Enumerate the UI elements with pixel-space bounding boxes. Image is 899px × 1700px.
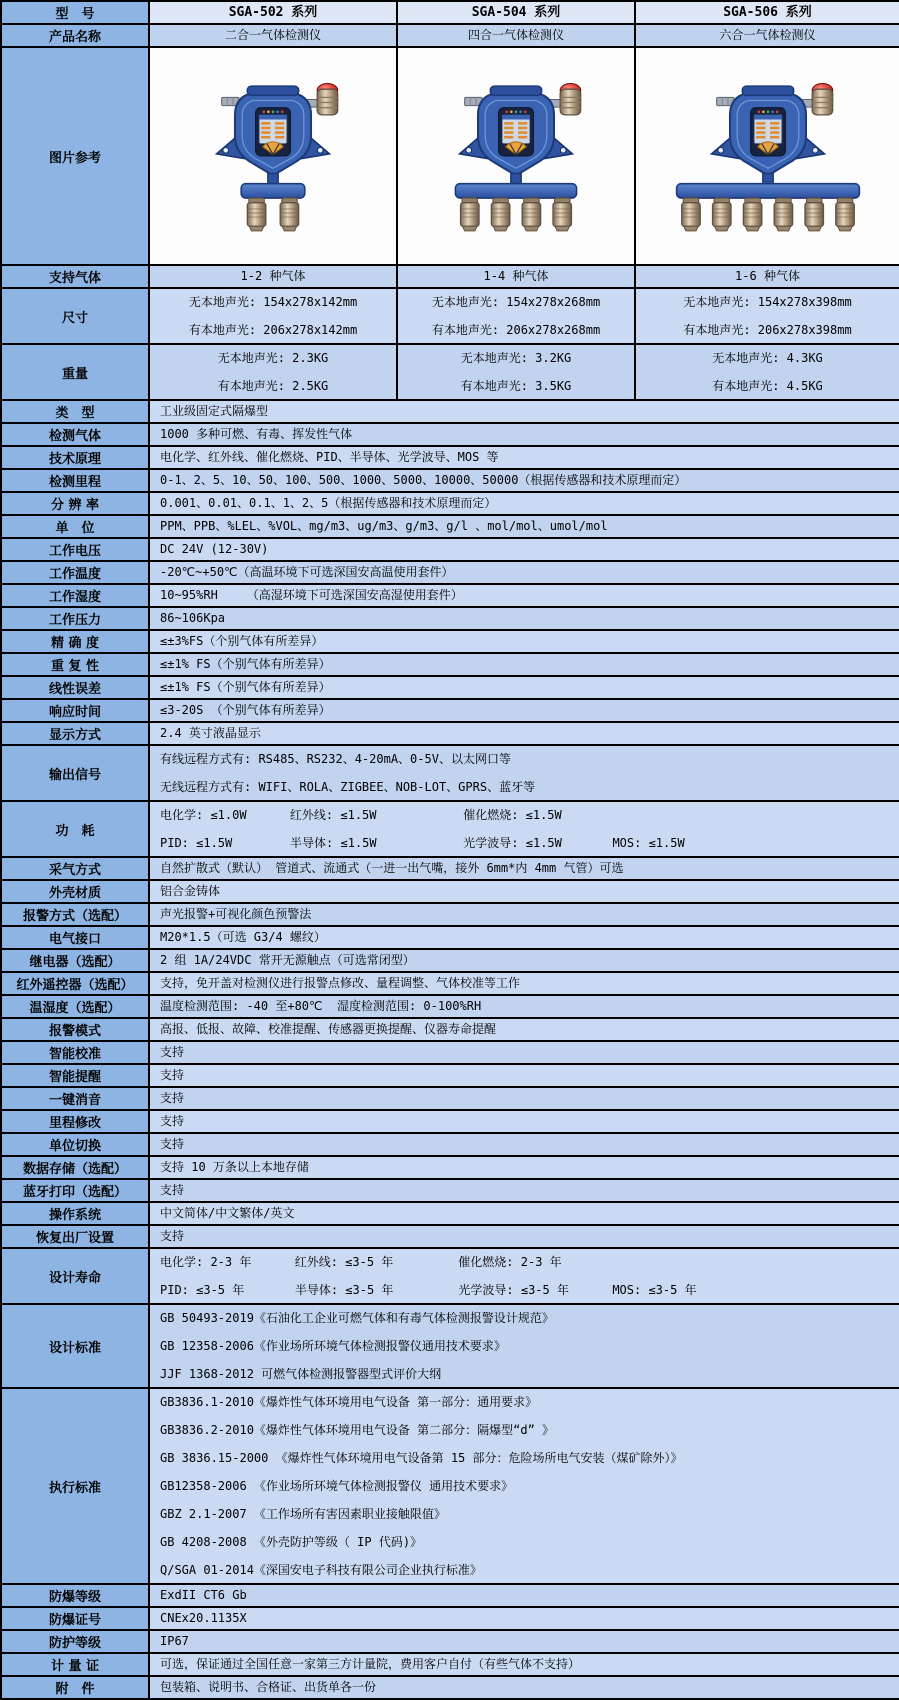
spec-value: 支持 [149,1110,899,1133]
product-name-row [1,24,899,47]
product-name-504: 四合一气体检测仪 [397,24,635,47]
spec-label: 技术原理 [1,446,149,469]
spec-label: 报警方式（选配） [1,903,149,926]
product-photo-cell-504 [397,47,635,265]
spec-row-voltage [1,538,899,561]
spec-value: 中文简体/中文繁体/英文 [149,1202,899,1225]
gas-detector-image-4-sensor [423,82,609,234]
spec-label: 分 辨 率 [1,492,149,515]
spec-label: 报警模式 [1,1018,149,1041]
image-row-label: 图片参考 [1,47,149,265]
spec-row-accessories [1,1676,899,1699]
spec-label: 功 耗 [1,801,149,857]
spec-row-alarm-modes [1,1018,899,1041]
spec-row-metrology-cert [1,1653,899,1676]
spec-label: 红外遥控器（选配） [1,972,149,995]
model-sga502: SGA-502 系列 [149,1,397,24]
spec-row-smart-calibration [1,1041,899,1064]
spec-value: 工业级固定式隔爆型 [149,400,899,423]
spec-value: GB 50493-2019《石油化工企业可燃气体和有毒气体检测报警设计规范》 GB 12358-2006《作业场所环境气体检测报警仪通用技术要求》 JJF 1368-2012 可燃气体检测报警器型式评价大纲 [149,1304,899,1388]
spec-row-response-time [1,699,899,722]
spec-label: 智能校准 [1,1041,149,1064]
spec-value: 支持，免开盖对检测仪进行报警点修改、量程调整、气体校准等工作 [149,972,899,995]
weight-502: 无本地声光: 2.3KG 有本地声光: 2.5KG [149,344,397,400]
spec-row-principle [1,446,899,469]
spec-label: 电气接口 [1,926,149,949]
spec-value: 支持 [149,1087,899,1110]
spec-value: 温度检测范围: -40 至+80℃ 湿度检测范围: 0-100%RH [149,995,899,1018]
spec-label: 防护等级 [1,1630,149,1653]
model-sga506: SGA-506 系列 [635,1,899,24]
spec-row-relay [1,949,899,972]
spec-row-range [1,469,899,492]
weight-504: 无本地声光: 3.2KG 有本地声光: 3.5KG [397,344,635,400]
spec-label: 附 件 [1,1676,149,1699]
spec-value: DC 24V (12-30V) [149,538,899,561]
spec-value: 支持 [149,1133,899,1156]
spec-value: 2 组 1A/24VDC 常开无源触点（可选常闭型） [149,949,899,972]
spec-row-ir-remote [1,972,899,995]
spec-value: ExdII CT6 Gb [149,1584,899,1607]
spec-row-ip-rating [1,1630,899,1653]
weight-506: 无本地声光: 4.3KG 有本地声光: 4.5KG [635,344,899,400]
spec-label: 类 型 [1,400,149,423]
spec-row-power-consumption [1,801,899,857]
spec-row-humidity [1,584,899,607]
spec-value: 可选，保证通过全国任意一家第三方计量院，费用客户自付（有些气体不支持） [149,1653,899,1676]
spec-value: 自然扩散式（默认） 管道式、流通式（一进一出气嘴，接外 6mm*内 4mm 气管）可选 [149,857,899,880]
product-name-502: 二合一气体检测仪 [149,24,397,47]
size-504: 无本地声光: 154x278x268mm 有本地声光: 206x278x268mm [397,288,635,344]
product-name-506: 六合一气体检测仪 [635,24,899,47]
spec-value: ≤3-20S （个别气体有所差异） [149,699,899,722]
spec-value: ≤±3%FS（个别气体有所差异） [149,630,899,653]
spec-label: 精 确 度 [1,630,149,653]
spec-value: 支持 [149,1064,899,1087]
spec-row-design-life [1,1248,899,1304]
spec-value: 1000 多种可燃、有毒、挥发性气体 [149,423,899,446]
spec-row-os [1,1202,899,1225]
gases-506: 1-6 种气体 [635,265,899,288]
size-506: 无本地声光: 154x278x398mm 有本地声光: 206x278x398mm [635,288,899,344]
spec-row-alarm-method [1,903,899,926]
gas-detector-image-2-sensor [195,82,351,234]
spec-value: 0.001、0.01、0.1、1、2、5（根据传感器和技术原理而定） [149,492,899,515]
spec-row-resolution [1,492,899,515]
spec-value: ≤±1% FS（个别气体有所差异） [149,653,899,676]
spec-value: 铝合金铸体 [149,880,899,903]
spec-value: 86~106Kpa [149,607,899,630]
spec-row-accuracy [1,630,899,653]
spec-label: 设计寿命 [1,1248,149,1304]
spec-value: 声光报警+可视化颜色预警法 [149,903,899,926]
spec-row-range-modify [1,1110,899,1133]
spec-row-explosion-proof-cert [1,1607,899,1630]
spec-row-display [1,722,899,745]
spec-label: 恢复出厂设置 [1,1225,149,1248]
spec-value: 有线远程方式有: RS485、RS232、4-20mA、0-5V、以太网口等 无线远程方式有: WIFI、ROLA、ZIGBEE、NOB-LOT、GPRS、蓝牙等 [149,745,899,801]
spec-label: 工作电压 [1,538,149,561]
gases-504: 1-4 种气体 [397,265,635,288]
spec-label: 智能提醒 [1,1064,149,1087]
spec-label: 单 位 [1,515,149,538]
spec-label: 操作系统 [1,1202,149,1225]
spec-label: 单位切换 [1,1133,149,1156]
gas-detector-image-6-sensor [660,82,876,234]
spec-row-pressure [1,607,899,630]
spec-value: 包装箱、说明书、合格证、出货单各一份 [149,1676,899,1699]
size-label: 尺寸 [1,288,149,344]
spec-label: 一键消音 [1,1087,149,1110]
spec-label: 继电器（选配） [1,949,149,972]
spec-row-target-gases [1,423,899,446]
spec-label: 蓝牙打印（选配） [1,1179,149,1202]
spec-label: 计 量 证 [1,1653,149,1676]
product-name-label: 产品名称 [1,24,149,47]
spec-row-execution-standards [1,1388,899,1584]
weight-label: 重量 [1,344,149,400]
spec-label: 工作温度 [1,561,149,584]
spec-value: 支持 [149,1179,899,1202]
spec-value: 电化学: ≤1.0W 红外线: ≤1.5W 催化燃烧: ≤1.5W PID: ≤1.5W 半导体: ≤1.5W 光学波导: ≤1.5W MOS: ≤1.5W [149,801,899,857]
spec-label: 外壳材质 [1,880,149,903]
product-photo-cell-502 [149,47,397,265]
spec-row-smart-reminder [1,1064,899,1087]
spec-label: 工作湿度 [1,584,149,607]
spec-value: -20℃~+50℃（高温环境下可选深国安高温使用套件） [149,561,899,584]
size-row [1,288,899,344]
spec-value: GB3836.1-2010《爆炸性气体环境用电气设备 第一部分：通用要求》 GB3836.2-2010《爆炸性气体环境用电气设备 第二部分：隔爆型“d” 》 GB 3836.15-2000 《爆炸性气体环境用电气设备第 15 部分：危险场所电气安装（煤矿除外）》 GB12358-2006 《作业场所环境气体检测报警仪 通用技术要求》 GBZ 2.1-2007 《工作场所有害因素职业接触限值》 GB 4208-2008 《外壳防护等级（ IP 代码)》 Q/SGA 01-2014《深国安电子科技有限公司企业执行标准》 [149,1388,899,1584]
spec-label: 重 复 性 [1,653,149,676]
spec-row-repeatability [1,653,899,676]
spec-row-type [1,400,899,423]
size-502: 无本地声光: 154x278x142mm 有本地声光: 206x278x142mm [149,288,397,344]
spec-label: 设计标准 [1,1304,149,1388]
spec-row-electrical-interface [1,926,899,949]
spec-label: 执行标准 [1,1388,149,1584]
spec-value: 电化学: 2-3 年 红外线: ≤3-5 年 催化燃烧: 2-3 年 PID: ≤3-5 年 半导体: ≤3-5 年 光学波导: ≤3-5 年 MOS: ≤3-5 年 [149,1248,899,1304]
spec-row-one-key-mute [1,1087,899,1110]
spec-row-data-storage [1,1156,899,1179]
spec-value: ≤±1% FS（个别气体有所差异） [149,676,899,699]
supported-gases-row [1,265,899,288]
spec-value: PPM、PPB、%LEL、%VOL、mg/m3、ug/m3、g/m3、g/l 、mol/mol、umol/mol [149,515,899,538]
spec-label: 温湿度（选配） [1,995,149,1018]
spec-label: 响应时间 [1,699,149,722]
spec-label: 工作压力 [1,607,149,630]
spec-value: CNEx20.1135X [149,1607,899,1630]
gases-502: 1-2 种气体 [149,265,397,288]
spec-label: 线性误差 [1,676,149,699]
spec-row-sampling [1,857,899,880]
spec-value: IP67 [149,1630,899,1653]
spec-value: 电化学、红外线、催化燃烧、PID、半导体、光学波导、MOS 等 [149,446,899,469]
spec-row-factory-reset [1,1225,899,1248]
model-row-label: 型 号 [1,1,149,24]
spec-label: 数据存储（选配） [1,1156,149,1179]
spec-row-linearity [1,676,899,699]
spec-label: 里程修改 [1,1110,149,1133]
spec-value: 0-1、2、5、10、50、100、500、1000、5000、10000、50000（根据传感器和技术原理而定） [149,469,899,492]
image-row [1,47,899,265]
model-sga504: SGA-504 系列 [397,1,635,24]
spec-row-output-signal [1,745,899,801]
spec-value: 2.4 英寸液晶显示 [149,722,899,745]
spec-label: 采气方式 [1,857,149,880]
spec-label: 输出信号 [1,745,149,801]
spec-label: 防爆等级 [1,1584,149,1607]
spec-label: 检测里程 [1,469,149,492]
spec-value: 支持 [149,1225,899,1248]
spec-row-temp-humidity-option [1,995,899,1018]
supported-gases-label: 支持气体 [1,265,149,288]
spec-row-housing [1,880,899,903]
spec-label: 防爆证号 [1,1607,149,1630]
spec-label: 检测气体 [1,423,149,446]
model-row [1,1,899,24]
spec-row-temperature [1,561,899,584]
spec-value: 支持 [149,1041,899,1064]
spec-row-unit-switch [1,1133,899,1156]
product-photo-cell-506 [635,47,899,265]
spec-row-design-standards [1,1304,899,1388]
spec-value: 高报、低报、故障、校准提醒、传感器更换提醒、仪器寿命提醒 [149,1018,899,1041]
spec-value: M20*1.5（可选 G3/4 螺纹） [149,926,899,949]
spec-value: 10~95%RH （高湿环境下可选深国安高湿使用套件） [149,584,899,607]
spec-row-units [1,515,899,538]
spec-row-bluetooth-print [1,1179,899,1202]
weight-row [1,344,899,400]
spec-row-explosion-proof-grade [1,1584,899,1607]
spec-label: 显示方式 [1,722,149,745]
spec-value: 支持 10 万条以上本地存储 [149,1156,899,1179]
